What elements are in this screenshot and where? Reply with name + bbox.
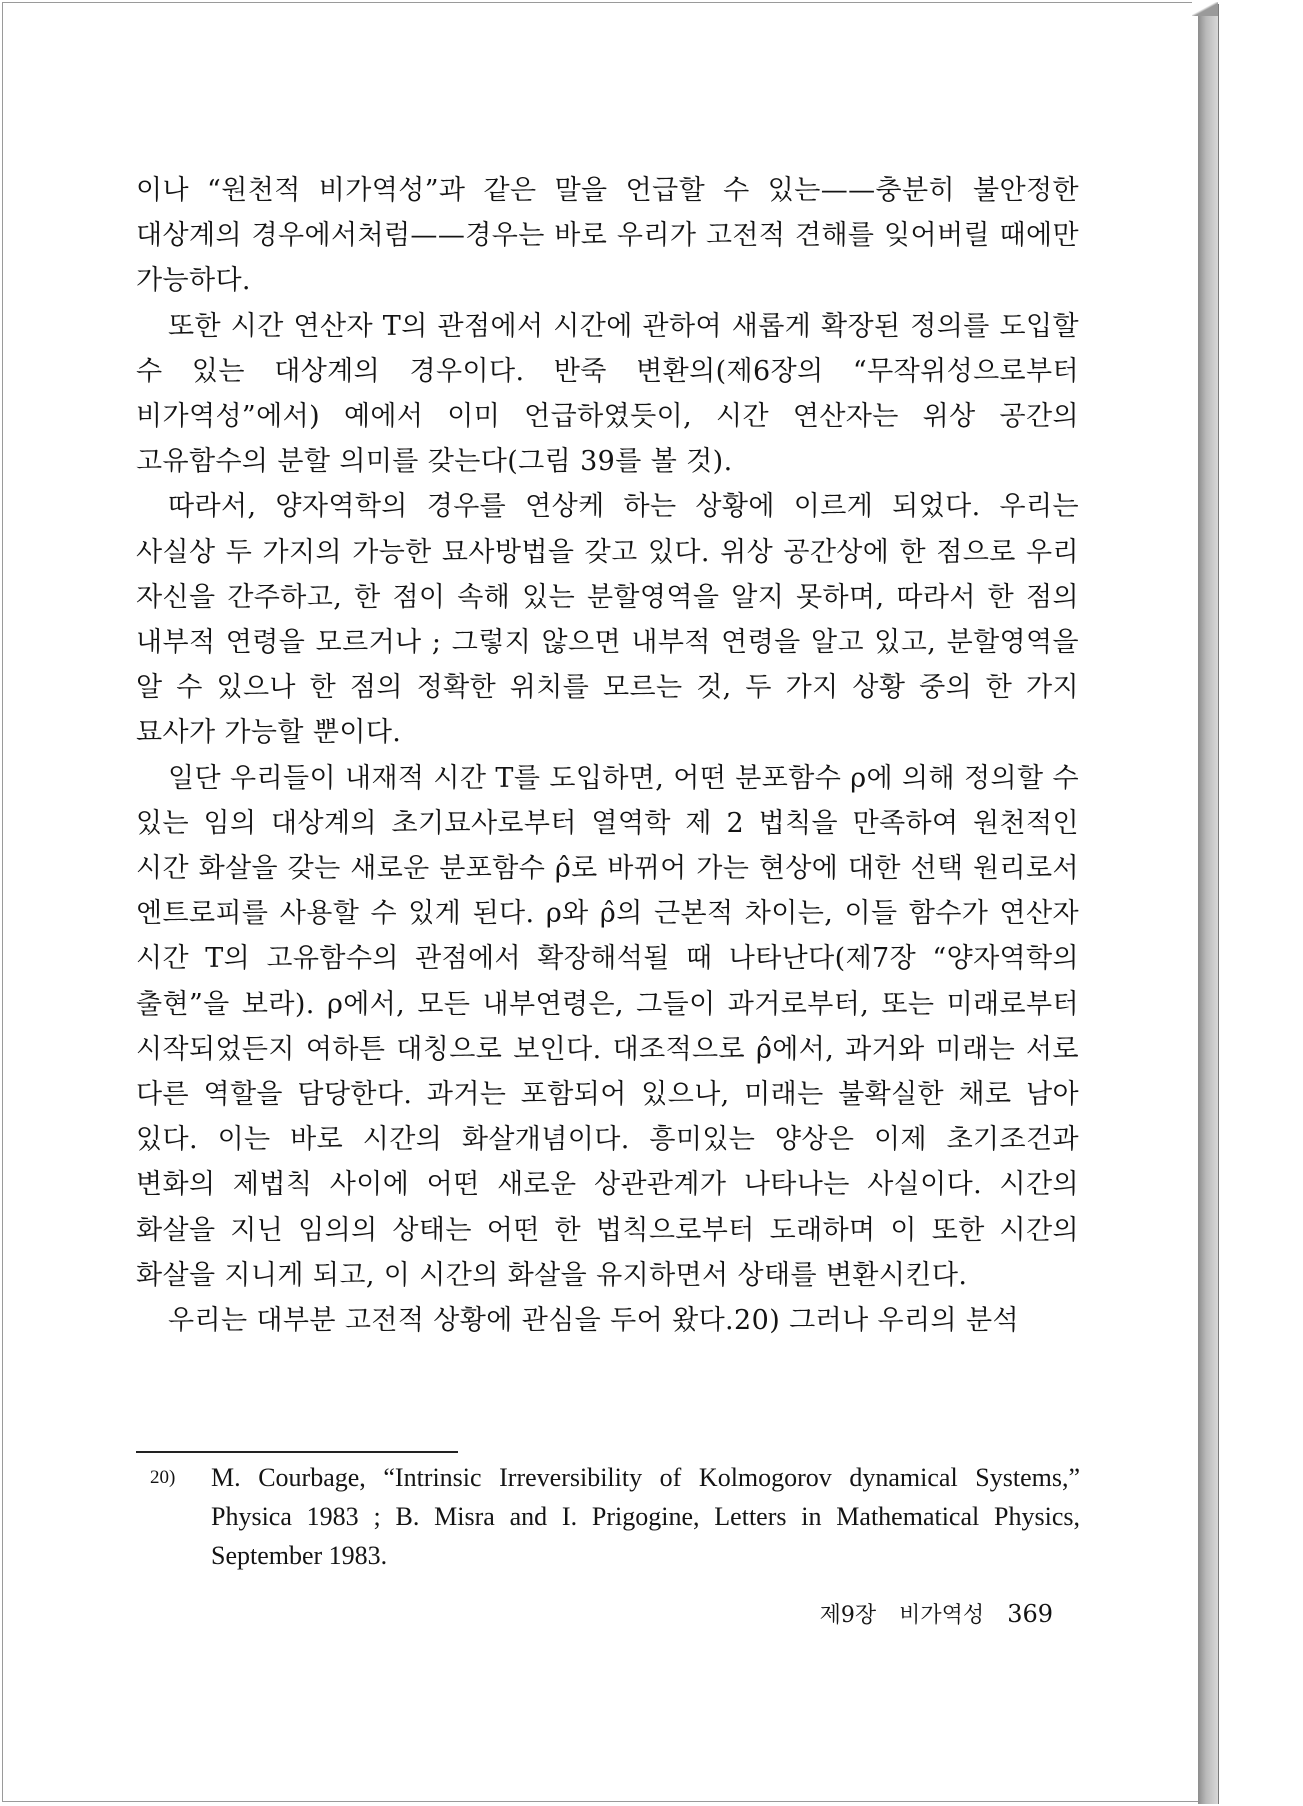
paragraph: 우리는 대부분 고전적 상황에 관심을 두어 왔다.20) 그러나 우리의 분석: [168, 1305, 1019, 1337]
footer-chapter: 제9장: [819, 1603, 877, 1628]
footnote-text: M. Courbage, “Intrinsic Irreversibility of Kolmogorov dynamical Systems,” Physica 1983 ; B. Misra and I. Prigogine, Letters in Mathematical Physics, September 1983.: [211, 1463, 1080, 1570]
page-corner: [1192, 2, 1218, 16]
paragraph: 이나 “원천적 비가역성”과 같은 말을 언급할 수 있는——충분히 불안정한 대상계의 경우에서처럼——경우는 바로 우리가 고전적 견해를 잊어버릴 때에만 가능하다.: [136, 175, 1079, 297]
page-number: 369: [1007, 1600, 1053, 1628]
paragraph: 일단 우리들이 내재적 시간 T를 도입하면, 어떤 분포함수 ρ에 의해 정의할 수 있는 임의 대상계의 초기묘사로부터 열역학 제 2 법칙을 만족하여 원천적인 시간 화살을 갖는 새로운 분포함수 ρ̂로 바뀌어 가는 현상에 대한 선택 원리로서 엔트로피를 사용할 수 있게 된다. ρ와 ρ̂의 근본적 차이는, 이들 함수가 연산자 시간 T의 고유함수의 관점에서 확장해석될 때 나타난다(제7장 “양자역학의 출현”을 보라). ρ에서, 모든 내부연령은, 그들이 과거로부터, 또는 미래로부터 시작되었든지 여하튼 대칭으로 보인다. 대조적으로 ρ̂에서, 과거와 미래는 서로 다른 역할을 담당한다. 과거는 포함되어 있으나, 미래는 불확실한 채로 남아 있다. 이는 바로 시간의 화살개념이다. 흥미있는 양상은 이제 초기조건과 변화의 제법칙 사이에 어떤 새로운 상관관계가 나타나는 사실이다. 시간의 화살을 지닌 임의의 상태는 어떤 한 법칙으로부터 도래하며 이 또한 시간의 화살을 지니게 되고, 이 시간의 화살을 유지하면서 상태를 변환시킨다.: [136, 762, 1079, 1291]
paragraph: 따라서, 양자역학의 경우를 연상케 하는 상황에 이르게 되었다. 우리는 사실상 두 가지의 가능한 묘사방법을 갖고 있다. 위상 공간상에 한 점으로 우리 자신을 간주하고, 한 점이 속해 있는 분할영역을 알지 못하며, 따라서 한 점의 내부적 연령을 모르거나 ; 그렇지 않으면 내부적 연령을 알고 있고, 분할영역을 알 수 있으나 한 점의 정확한 위치를 모르는 것, 두 가지 상황 중의 한 가지 묘사가 가능할 뿐이다.: [136, 491, 1079, 749]
running-footer: [804, 1598, 1053, 1629]
footnote: [136, 1458, 1080, 1575]
body-text: [136, 168, 1079, 1343]
page-edge-shadow: [1198, 4, 1219, 1804]
paragraph: 또한 시간 연산자 T의 관점에서 시간에 관하여 새롭게 확장된 정의를 도입할 수 있는 대상계의 경우이다. 반죽 변환의(제6장의 “무작위성으로부터 비가역성”에서) 예에서 이미 언급하였듯이, 시간 연산자는 위상 공간의 고유함수의 분할 의미를 갖는다(그림 39를 볼 것).: [136, 310, 1079, 478]
footnote-number: 20): [150, 1467, 176, 1488]
footnote-divider: [136, 1451, 458, 1453]
footer-title: 비가역성: [899, 1603, 985, 1628]
